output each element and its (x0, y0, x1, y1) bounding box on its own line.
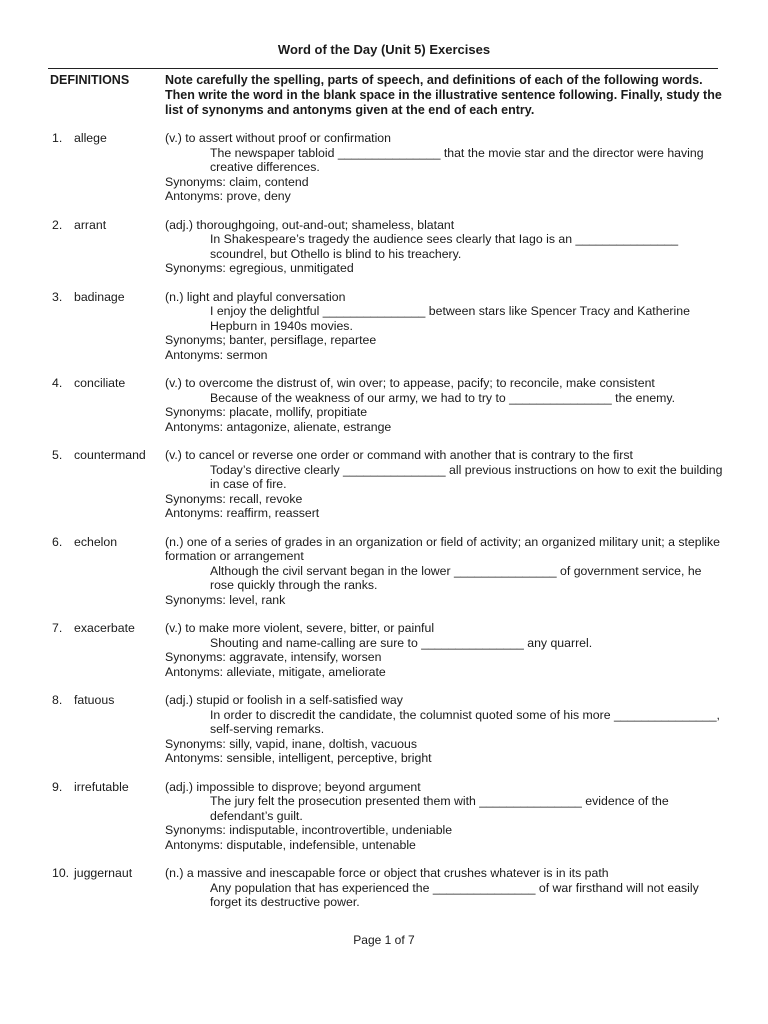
entry-number: 9. (52, 779, 63, 794)
entry-synonyms: Synonyms: recall, revoke (165, 491, 303, 506)
entry-definition: (adj.) impossible to disprove; beyond argument (165, 779, 421, 794)
entry-word: conciliate (74, 376, 126, 390)
entry-sentence: Because of the weakness of our army, we had to try to _______________ the enemy. (210, 390, 676, 405)
entry-synonyms: Synonyms: silly, vapid, inane, doltish, vacuous (165, 736, 417, 751)
document-title: Word of the Day (Unit 5) Exercises (277, 42, 491, 57)
entry-sentence: In Shakespeare’s tragedy the audience sees clearly that Iago is an _______________ scoundrel, but Othello is blind to his treachery. (210, 232, 679, 261)
entry-synonyms: Synonyms: aggravate, intensify, worsen (165, 650, 382, 664)
vocab-entry (0, 693, 768, 766)
entry-word: countermand (74, 448, 146, 462)
entry-number: 8. (52, 693, 63, 707)
vocab-entry (0, 131, 768, 204)
entry-sentence: The jury felt the prosecution presented them with _______________ evidence of the defendant’s guilt. (210, 794, 669, 823)
entry-number: 2. (52, 217, 63, 232)
entry-antonyms: Antonyms: sensible, intelligent, perceptive, bright (165, 751, 432, 765)
entry-definition: (adj.) thoroughgoing, out-and-out; shameless, blatant (165, 217, 455, 232)
entries-list (0, 131, 768, 924)
entry-sentence: The newspaper tabloid _______________ that the movie star and the director were having creative differences. (210, 145, 704, 174)
entry-antonyms: Antonyms: disputable, indefensible, untenable (165, 837, 416, 852)
vocab-entry (0, 866, 768, 910)
instructions-text: Note carefully the spelling, parts of speech, and definitions of each of the following words. Then write the word in the blank space in the illustrative sentence following. Finally, study the list of synonyms and antonyms given at the end of each entry. (165, 73, 722, 117)
entry-number: 1. (52, 131, 63, 145)
entry-definition: (v.) to cancel or reverse one order or command with another that is contrary to the first (165, 448, 633, 462)
entry-synonyms: Synonyms: placate, mollify, propitiate (165, 405, 368, 419)
entry-antonyms: Antonyms: reaffirm, reassert (165, 506, 320, 520)
entry-synonyms: Synonyms: egregious, unmitigated (165, 261, 354, 275)
vocab-entry (0, 621, 768, 679)
entry-synonyms: Synonyms: indisputable, incontrovertible, undeniable (165, 823, 453, 837)
entry-definition: (n.) one of a series of grades in an organization or field of activity; an organized military unit; a steplike formation or arrangement (165, 534, 721, 563)
entry-word: fatuous (74, 693, 115, 707)
entry-word: badinage (74, 289, 125, 304)
vocab-entry (0, 535, 768, 608)
page-number: Page 1 of 7 (353, 933, 415, 947)
vocab-entry (0, 290, 768, 363)
entry-sentence: Any population that has experienced the _______________ of war firsthand will not easily forget its destructive power. (210, 880, 699, 909)
entry-sentence: I enjoy the delightful _______________ between stars like Spencer Tracy and Katherine Hepburn in 1940s movies. (210, 304, 690, 333)
entry-definition: (n.) light and playful conversation (165, 289, 346, 304)
entry-word: echelon (74, 534, 118, 549)
definitions-label: DEFINITIONS (50, 73, 130, 87)
entry-number: 3. (52, 289, 63, 304)
entry-word: exacerbate (74, 621, 135, 635)
entry-definition: (v.) to assert without proof or confirmation (165, 131, 391, 145)
entry-number: 5. (52, 448, 63, 462)
entry-number: 4. (52, 376, 63, 390)
entry-sentence: Shouting and name-calling are sure to _______________ any quarrel. (210, 635, 593, 650)
entry-word: irrefutable (74, 779, 129, 794)
entry-number: 10. (52, 866, 70, 880)
entry-synonyms: Synonyms: claim, contend (165, 174, 309, 189)
entry-definition: (v.) to overcome the distrust of, win over; to appease, pacify; to reconcile, make consistent (165, 376, 655, 390)
entry-definition: (n.) a massive and inescapable force or object that crushes whatever is in its path (165, 866, 609, 880)
entry-word: arrant (74, 217, 107, 232)
entry-sentence: Although the civil servant began in the lower _______________ of government service, he rose quickly through the ranks. (210, 563, 702, 592)
entry-number: 7. (52, 621, 63, 635)
entry-synonyms: Synonyms: level, rank (165, 592, 286, 607)
entry-antonyms: Antonyms: prove, deny (165, 189, 291, 203)
entry-word: juggernaut (74, 866, 133, 880)
vocab-entry (0, 376, 768, 434)
entry-word: allege (74, 131, 107, 145)
entry-antonyms: Antonyms: alleviate, mitigate, ameliorate (165, 664, 386, 679)
vocab-entry (0, 218, 768, 276)
entry-sentence: In order to discredit the candidate, the columnist quoted some of his more _______________, self-serving remarks. (210, 707, 720, 736)
entry-number: 6. (52, 534, 63, 549)
vocab-entry (0, 448, 768, 521)
vocab-entry (0, 780, 768, 853)
entry-antonyms: Antonyms: sermon (165, 347, 268, 362)
entry-antonyms: Antonyms: antagonize, alienate, estrange (165, 419, 392, 434)
entry-definition: (v.) to make more violent, severe, bitter, or painful (165, 621, 435, 635)
header-rule (48, 68, 718, 69)
entry-sentence: Today’s directive clearly _______________ all previous instructions on how to exit the building in case of fire. (210, 462, 723, 491)
entry-synonyms: Synonyms; banter, persiflage, repartee (165, 333, 377, 347)
entry-definition: (adj.) stupid or foolish in a self-satisfied way (165, 693, 403, 707)
